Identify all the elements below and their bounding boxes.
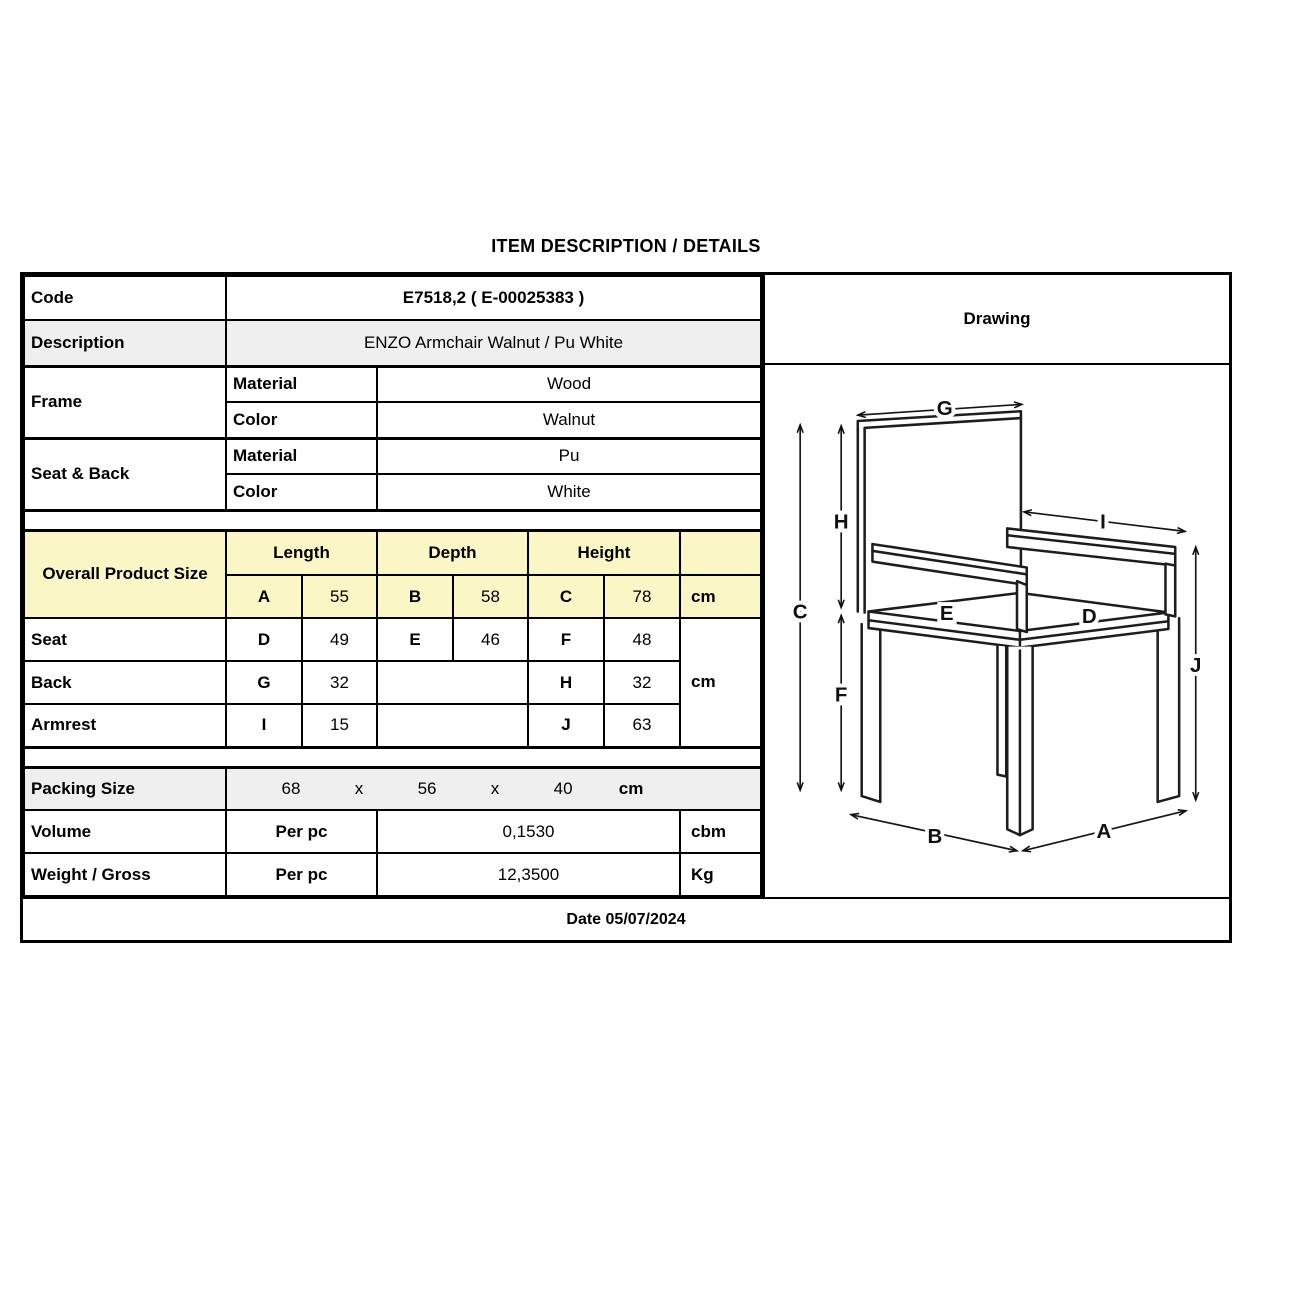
spec-sheet — [20, 272, 1232, 943]
sheet-body — [23, 275, 1229, 897]
seatback-material-value: Pu — [377, 438, 761, 474]
chair-outline — [858, 411, 1179, 835]
volume-value: 0,1530 — [377, 810, 680, 853]
document-block — [20, 236, 1232, 943]
dim-label-j: J — [1190, 654, 1202, 678]
weight-value: 12,3500 — [377, 853, 680, 896]
packing-x2: x — [490, 778, 500, 798]
date-row: Date 05/07/2024 — [23, 897, 1229, 940]
packing-x1: x — [354, 778, 364, 798]
row-volume — [24, 810, 761, 853]
armchair-technical-drawing — [765, 365, 1229, 897]
row-weight — [24, 853, 761, 896]
description-label: Description — [24, 320, 226, 366]
code-value: E7518,2 ( E-00025383 ) — [226, 276, 761, 320]
seatback-color-label: Color — [226, 474, 377, 510]
overall-b-value: 58 — [453, 575, 528, 618]
packing-values — [226, 767, 761, 810]
row-armrest — [24, 704, 761, 747]
row-seatback-material — [24, 438, 761, 474]
length-header: Length — [226, 530, 377, 575]
detail-unit: cm — [680, 618, 761, 747]
row-frame-material — [24, 366, 761, 402]
packing-height: 40 — [553, 778, 573, 798]
dim-label-g: G — [936, 397, 953, 421]
packing-label: Packing Size — [24, 767, 226, 810]
seat-f-key: F — [528, 618, 604, 661]
armrest-label: Armrest — [24, 704, 226, 747]
packing-values-line — [227, 779, 760, 799]
row-packing — [24, 767, 761, 810]
back-empty — [377, 661, 528, 704]
back-h-value: 32 — [604, 661, 680, 704]
packing-length: 68 — [281, 778, 301, 798]
overall-size-label: Overall Product Size — [24, 530, 226, 618]
packing-unit: cm — [618, 778, 644, 798]
armrest-i-value: 15 — [302, 704, 377, 747]
back-label: Back — [24, 661, 226, 704]
volume-unit: cbm — [680, 810, 761, 853]
dim-label-e: E — [939, 602, 954, 626]
weight-unit: Kg — [680, 853, 761, 896]
drawing-panel — [762, 275, 1229, 897]
volume-per: Per pc — [226, 810, 377, 853]
seatback-material-label: Material — [226, 438, 377, 474]
frame-material-value: Wood — [377, 366, 761, 402]
dim-label-i: I — [1100, 510, 1106, 534]
overall-a-value: 55 — [302, 575, 377, 618]
armrest-empty — [377, 704, 528, 747]
overall-b-key: B — [377, 575, 453, 618]
seat-e-key: E — [377, 618, 453, 661]
row-code — [24, 276, 761, 320]
seatback-color-value: White — [377, 474, 761, 510]
seat-f-value: 48 — [604, 618, 680, 661]
back-g-value: 32 — [302, 661, 377, 704]
volume-label: Volume — [24, 810, 226, 853]
armrest-j-value: 63 — [604, 704, 680, 747]
dim-label-h: H — [833, 510, 849, 534]
overall-c-key: C — [528, 575, 604, 618]
dim-label-d: D — [1081, 605, 1097, 629]
overall-c-value: 78 — [604, 575, 680, 618]
dim-label-b: B — [927, 824, 943, 848]
overall-a-key: A — [226, 575, 302, 618]
weight-label: Weight / Gross — [24, 853, 226, 896]
description-value: ENZO Armchair Walnut / Pu White — [226, 320, 761, 366]
spacer-row — [24, 510, 761, 530]
drawing-title: Drawing — [765, 275, 1229, 365]
depth-header: Depth — [377, 530, 528, 575]
dim-label-a: A — [1096, 820, 1112, 844]
back-g-key: G — [226, 661, 302, 704]
armrest-i-key: I — [226, 704, 302, 747]
frame-color-label: Color — [226, 402, 377, 438]
packing-depth: 56 — [417, 778, 437, 798]
frame-color-value: Walnut — [377, 402, 761, 438]
unit-header-empty — [680, 530, 761, 575]
armrest-j-key: J — [528, 704, 604, 747]
seat-label: Seat — [24, 618, 226, 661]
seat-d-key: D — [226, 618, 302, 661]
overall-unit: cm — [680, 575, 761, 618]
row-size-header — [24, 530, 761, 575]
dim-label-f: F — [834, 683, 848, 707]
row-back — [24, 661, 761, 704]
spacer-cell — [24, 510, 761, 530]
seatback-label: Seat & Back — [24, 438, 226, 510]
code-label: Code — [24, 276, 226, 320]
back-h-key: H — [528, 661, 604, 704]
spacer-cell-2 — [24, 747, 761, 767]
seat-d-value: 49 — [302, 618, 377, 661]
weight-per: Per pc — [226, 853, 377, 896]
row-seat — [24, 618, 761, 661]
frame-label: Frame — [24, 366, 226, 438]
row-description — [24, 320, 761, 366]
spacer-row-2 — [24, 747, 761, 767]
height-header: Height — [528, 530, 680, 575]
page-title: ITEM DESCRIPTION / DETAILS — [491, 236, 761, 256]
spec-table — [23, 275, 762, 897]
frame-material-label: Material — [226, 366, 377, 402]
drawing-canvas — [765, 365, 1229, 897]
seat-e-value: 46 — [453, 618, 528, 661]
dim-label-c: C — [792, 600, 808, 624]
